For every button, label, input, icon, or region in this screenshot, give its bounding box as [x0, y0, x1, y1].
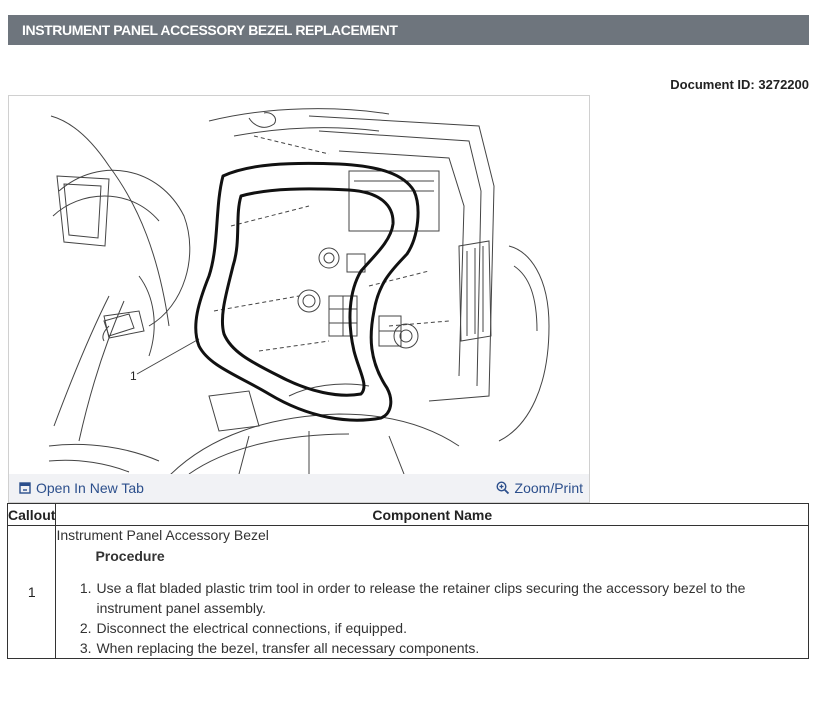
page-title: INSTRUMENT PANEL ACCESSORY BEZEL REPLACEMENT [22, 22, 398, 38]
open-in-new-tab-label: Open In New Tab [36, 480, 144, 496]
procedure-step: 1. Use a flat bladed plastic trim tool in order to release the retainer clips securing the accessory bezel to the instrument panel assembly. [95, 578, 808, 618]
procedure-step: 2. Disconnect the electrical connections, if equipped. [95, 618, 808, 638]
component-name: Instrument Panel Accessory Bezel [56, 527, 269, 543]
procedure-steps [56, 578, 808, 658]
zoom-print-label: Zoom/Print [514, 480, 583, 496]
procedure-step: 3. When replacing the bezel, transfer all necessary components. [95, 638, 808, 658]
component-column-header: Component Name [56, 504, 809, 526]
table-row [8, 526, 809, 659]
figure-panel [8, 95, 590, 503]
open-in-new-tab-link[interactable] [19, 480, 144, 496]
figure-toolbar [9, 474, 589, 502]
component-cell [56, 526, 809, 659]
callout-cell: 1 [8, 526, 56, 659]
table-header-row [8, 504, 809, 526]
callout-column-header: Callout [8, 504, 56, 526]
page-title-bar [8, 15, 809, 45]
zoom-print-link[interactable] [496, 480, 583, 496]
figure-callout-1: 1 [130, 369, 137, 383]
zoom-in-icon [496, 481, 510, 495]
document-id: Document ID: 3272200 [670, 77, 809, 92]
open-new-tab-icon [19, 482, 31, 494]
bezel-illustration[interactable] [9, 96, 589, 474]
component-table [7, 503, 809, 659]
procedure-heading: Procedure [95, 548, 165, 564]
